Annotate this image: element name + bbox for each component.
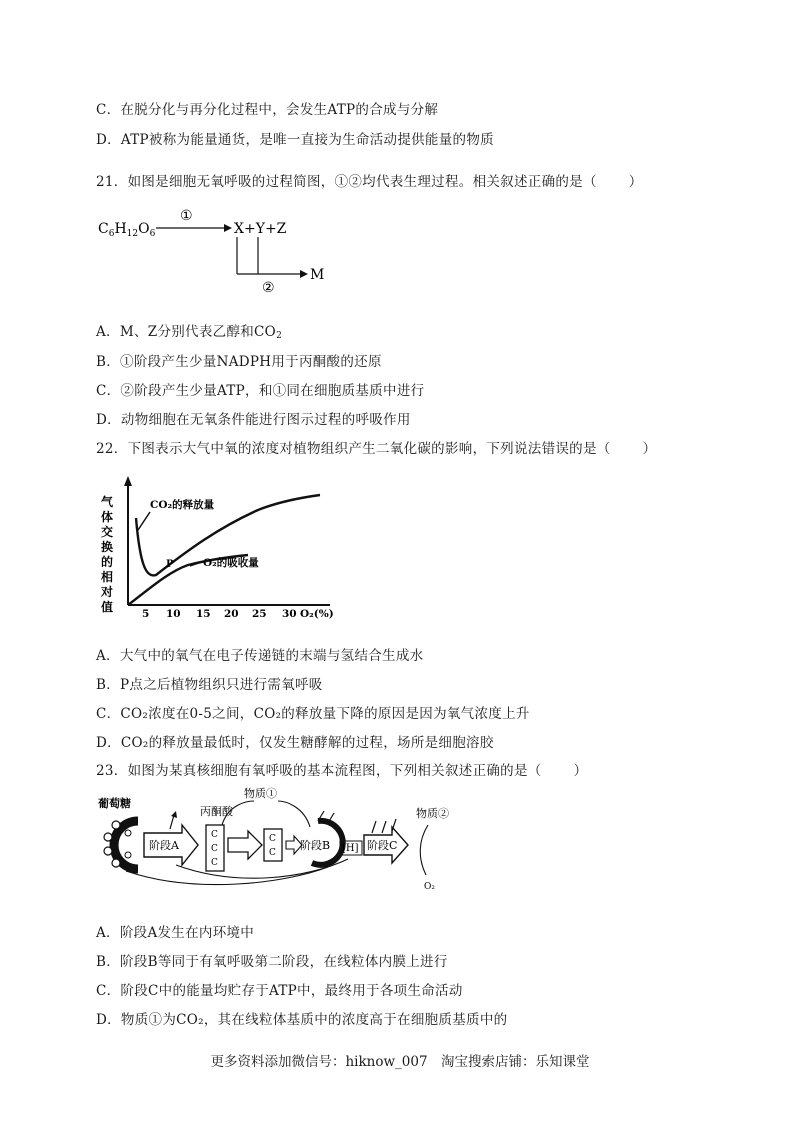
substance1-label: 物质① (244, 787, 277, 800)
x-tick-label: 15 (196, 608, 211, 620)
pyruvate-to-acetyl-arrow (228, 831, 262, 859)
q22-stem-end: ） (642, 441, 657, 457)
q22-stem (96, 437, 656, 457)
q22-stem-text: 22．下图表示大气中氧的浓度对植物组织产生二氧化碳的影响，下列说法错误的是（ (96, 441, 611, 457)
q23-option-d: D．物质①为CO₂，其在线粒体基质中的浓度高于在细胞质基质中的 (96, 1012, 508, 1028)
q23-stem-end: ） (573, 763, 588, 779)
q21-stem-end: ） (628, 174, 643, 190)
x-tick-label: 30 (282, 608, 297, 620)
y-label-char: 交 (101, 525, 114, 539)
step2-arrowhead (300, 270, 308, 278)
q21-option-a (96, 320, 282, 341)
product-m-label: M (310, 267, 325, 283)
q21-stem-text: 21．如图是细胞无氧呼吸的过程简图，①②均代表生理过程。相关叙述正确的是（ (96, 174, 597, 190)
y-label-char: 对 (101, 585, 114, 599)
x-tick-label: 5 (142, 608, 150, 620)
c2-atom: C (269, 848, 276, 858)
o2-to-substance2-curve (420, 825, 428, 875)
stage-c-label: 阶段C (367, 839, 398, 852)
h-flow-curve-lower (126, 867, 328, 885)
o2-label: O₂ (424, 882, 435, 892)
y-label-char: 相 (101, 570, 114, 584)
page-footer: 更多资料添加微信号：hiknow_007 淘宝搜索店铺：乐知课堂 (210, 1054, 590, 1070)
q23-option-b: B．阶段B等同于有氧呼吸第二阶段，在线粒体内膜上进行 (96, 954, 448, 970)
h-flow-curve-inner (176, 859, 348, 878)
q21-option-a-sub: 2 (276, 331, 283, 341)
y-axis-label (100, 494, 114, 614)
glucose-formula: $C_6H_{12}O_6$ (98, 221, 156, 239)
products-label: X+Y+Z (234, 221, 287, 237)
q23-stem-text: 23．如图为某真核细胞有氧呼吸的基本流程图，下列相关叙述正确的是（ (96, 763, 542, 779)
y-label-char: 气 (101, 495, 114, 509)
q20-option-c: C．在脱分化与再分化过程中，会发生ATP的合成与分解 (96, 102, 439, 118)
q22-option-d: D．CO₂的释放量最低时，仅发生糖酵解的过程，场所是细胞溶胶 (96, 735, 494, 751)
y-axis-arrowhead (124, 476, 132, 486)
q22-figure (98, 470, 358, 620)
h-label: [H] (342, 843, 359, 854)
q23-stem (96, 759, 587, 779)
q21-option-a-text: A．M、Z分别代表乙醇和CO (96, 324, 277, 340)
q20-option-d: D．ATP被称为能量通货，是唯一直接为生命活动提供能量的物质 (96, 132, 494, 148)
x-tick-label: 25 (252, 608, 267, 620)
y-label-char: 的 (101, 555, 114, 569)
x-tick-labels (142, 608, 297, 620)
stage-c-energy-arrows (372, 819, 396, 833)
c3-atom: C (211, 858, 218, 868)
y-label-char: 值 (101, 600, 114, 614)
q23-figure (96, 783, 476, 895)
stage-a-energy-arrow (170, 815, 174, 829)
substance2-label: 物质② (416, 807, 449, 820)
step1-arrowhead (224, 224, 232, 232)
y-label-char: 体 (101, 510, 114, 524)
q22-option-a: A．大气中的氧气在电子传递链的末端与氢结合生成水 (96, 648, 424, 664)
co2-release-label: CO₂的释放量 (150, 499, 215, 511)
x-tick-label: 20 (224, 608, 239, 620)
q21-figure (96, 200, 356, 300)
q23-option-c: C．阶段C中的能量均贮存于ATP中，最终用于各项生命活动 (96, 983, 463, 999)
y-label-char: 换 (101, 540, 114, 554)
co2-label-pointer (138, 512, 150, 530)
x-axis-label: O₂(%) (300, 608, 334, 620)
q21-option-c: C．②阶段产生少量ATP，和①同在细胞质基质中进行 (96, 383, 425, 399)
c3-atom: C (211, 830, 218, 840)
stage-a-label: 阶段A (149, 839, 179, 852)
q21-stem (96, 170, 643, 190)
point-p-label: P (166, 559, 174, 570)
q21-option-b: B．①阶段产生少量NADPH用于丙酮酸的还原 (96, 354, 382, 370)
x-tick-label: 10 (166, 608, 181, 620)
stage-b-label: 阶段B (300, 839, 331, 852)
c3-atom: C (211, 844, 218, 854)
substance1-arrow-right (278, 801, 310, 827)
c2-atom: C (269, 834, 276, 844)
o2-uptake-label: O₂的吸收量 (203, 557, 259, 569)
q23-option-a: A．阶段A发生在内环境中 (96, 925, 255, 941)
pyruvate-label: 丙酮酸 (200, 805, 233, 818)
q22-option-c: C．CO₂浓度在0-5之间，CO₂的释放量下降的原因是因为氧气浓度上升 (96, 706, 530, 722)
q21-option-d: D．动物细胞在无氧条件能进行图示过程的呼吸作用 (96, 412, 411, 428)
step2-label: ② (262, 280, 275, 296)
glucose-ring-icon (104, 821, 138, 869)
glucose-label: 葡萄糖 (98, 797, 131, 810)
q22-option-b: B．P点之后植物组织只进行需氧呼吸 (96, 677, 323, 693)
step1-label: ① (180, 208, 193, 224)
